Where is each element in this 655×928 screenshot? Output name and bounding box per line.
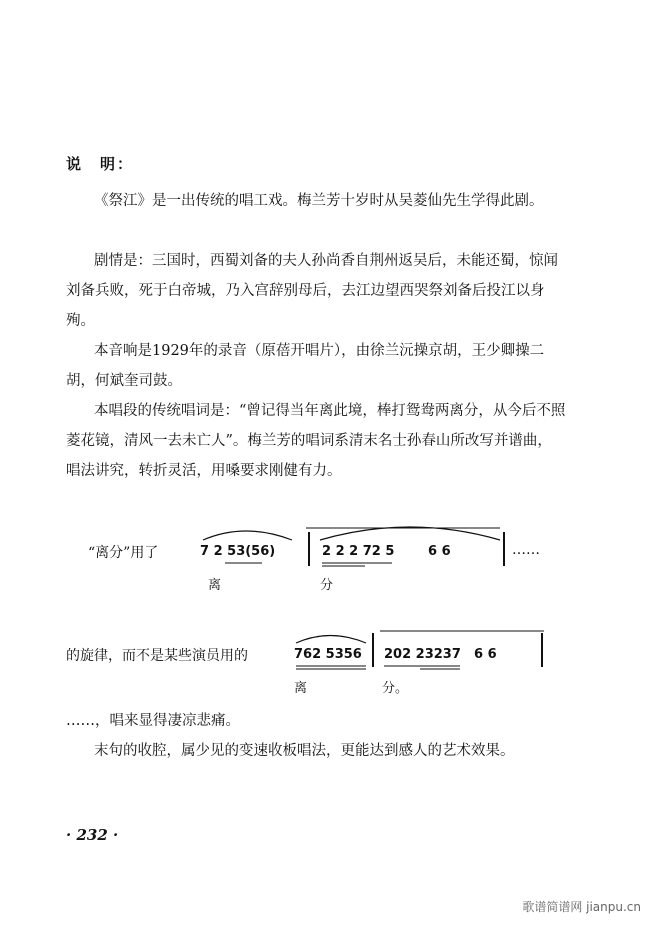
example2-notes-b: 202 23237 <box>384 647 461 662</box>
example1-notes-a: 7 2 53(56) <box>200 544 276 559</box>
example1-lyric-fen: 分 <box>320 578 334 593</box>
example2-notes-a: 762 5356 <box>294 647 362 662</box>
paragraph-intro <box>66 186 566 216</box>
example2-lead-text: 的旋律，而不是某些演员用的 <box>66 648 248 664</box>
paragraph-effect-text: ……，唱来显得凄凉悲痛。 <box>66 713 240 729</box>
slur-mark <box>296 636 366 644</box>
paragraph-intro-text: 《祭江》是一出传统的唱工戏。梅兰芳十岁时从吴菱仙先生学得此剧。 <box>94 193 544 209</box>
paragraph-recording <box>66 336 566 396</box>
example2-lyric-fen: 分。 <box>382 681 409 696</box>
paragraph-lyrics <box>66 396 566 486</box>
paragraph-effect <box>66 706 566 736</box>
example2-lyric-li: 离 <box>294 681 308 696</box>
paragraph-ending <box>66 736 566 766</box>
example1-barline-2 <box>503 532 505 566</box>
slur-mark <box>203 531 292 540</box>
example1-barline-1 <box>308 532 310 566</box>
site-watermark: 歌谱简谱网 jianpu.cn <box>522 900 641 914</box>
example2-barline-1 <box>372 633 374 667</box>
example1-lead-text: “离分”用了 <box>88 545 159 561</box>
example1-lyric-li: 离 <box>208 578 222 593</box>
example1-notes-b: 2 2 2 72 5 <box>322 544 395 559</box>
example1-trailing-ellipsis: …… <box>512 542 540 558</box>
paragraph-plot-text: 剧情是：三国时，西蜀刘备的夫人孙尚香自荆州返吴后，未能还蜀，惊闻刘备兵败，死于白帝城，乃入宫辞别母后，去江边望西哭祭刘备后投江以身殉。 <box>66 253 558 329</box>
paragraph-recording-text: 本音响是1929年的录音（原蓓开唱片），由徐兰沅操京胡，王少卿操二胡，何斌奎司鼓。 <box>66 343 545 389</box>
page-number: · 232 · <box>66 826 119 844</box>
section-heading: 说 明： <box>66 155 135 173</box>
example2-notes-c: 6 6 <box>474 647 497 662</box>
paragraph-lyrics-text: 本唱段的传统唱词是：“曾记得当年离此境，棒打鸳鸯两离分，从今后不照菱花镜，清风一去未亡人”。梅兰芳的唱词系清末名士孙春山所改写并谱曲，唱法讲究，转折灵活，用嗓要求刚健有力。 <box>66 403 566 479</box>
example1-notes-c: 6 6 <box>428 544 451 559</box>
paragraph-ending-text: 末句的收腔，属少见的变速收板唱法，更能达到感人的艺术效果。 <box>94 743 515 759</box>
example2-barline-2 <box>541 633 543 667</box>
paragraph-plot <box>66 246 566 336</box>
slur-mark <box>320 527 500 540</box>
